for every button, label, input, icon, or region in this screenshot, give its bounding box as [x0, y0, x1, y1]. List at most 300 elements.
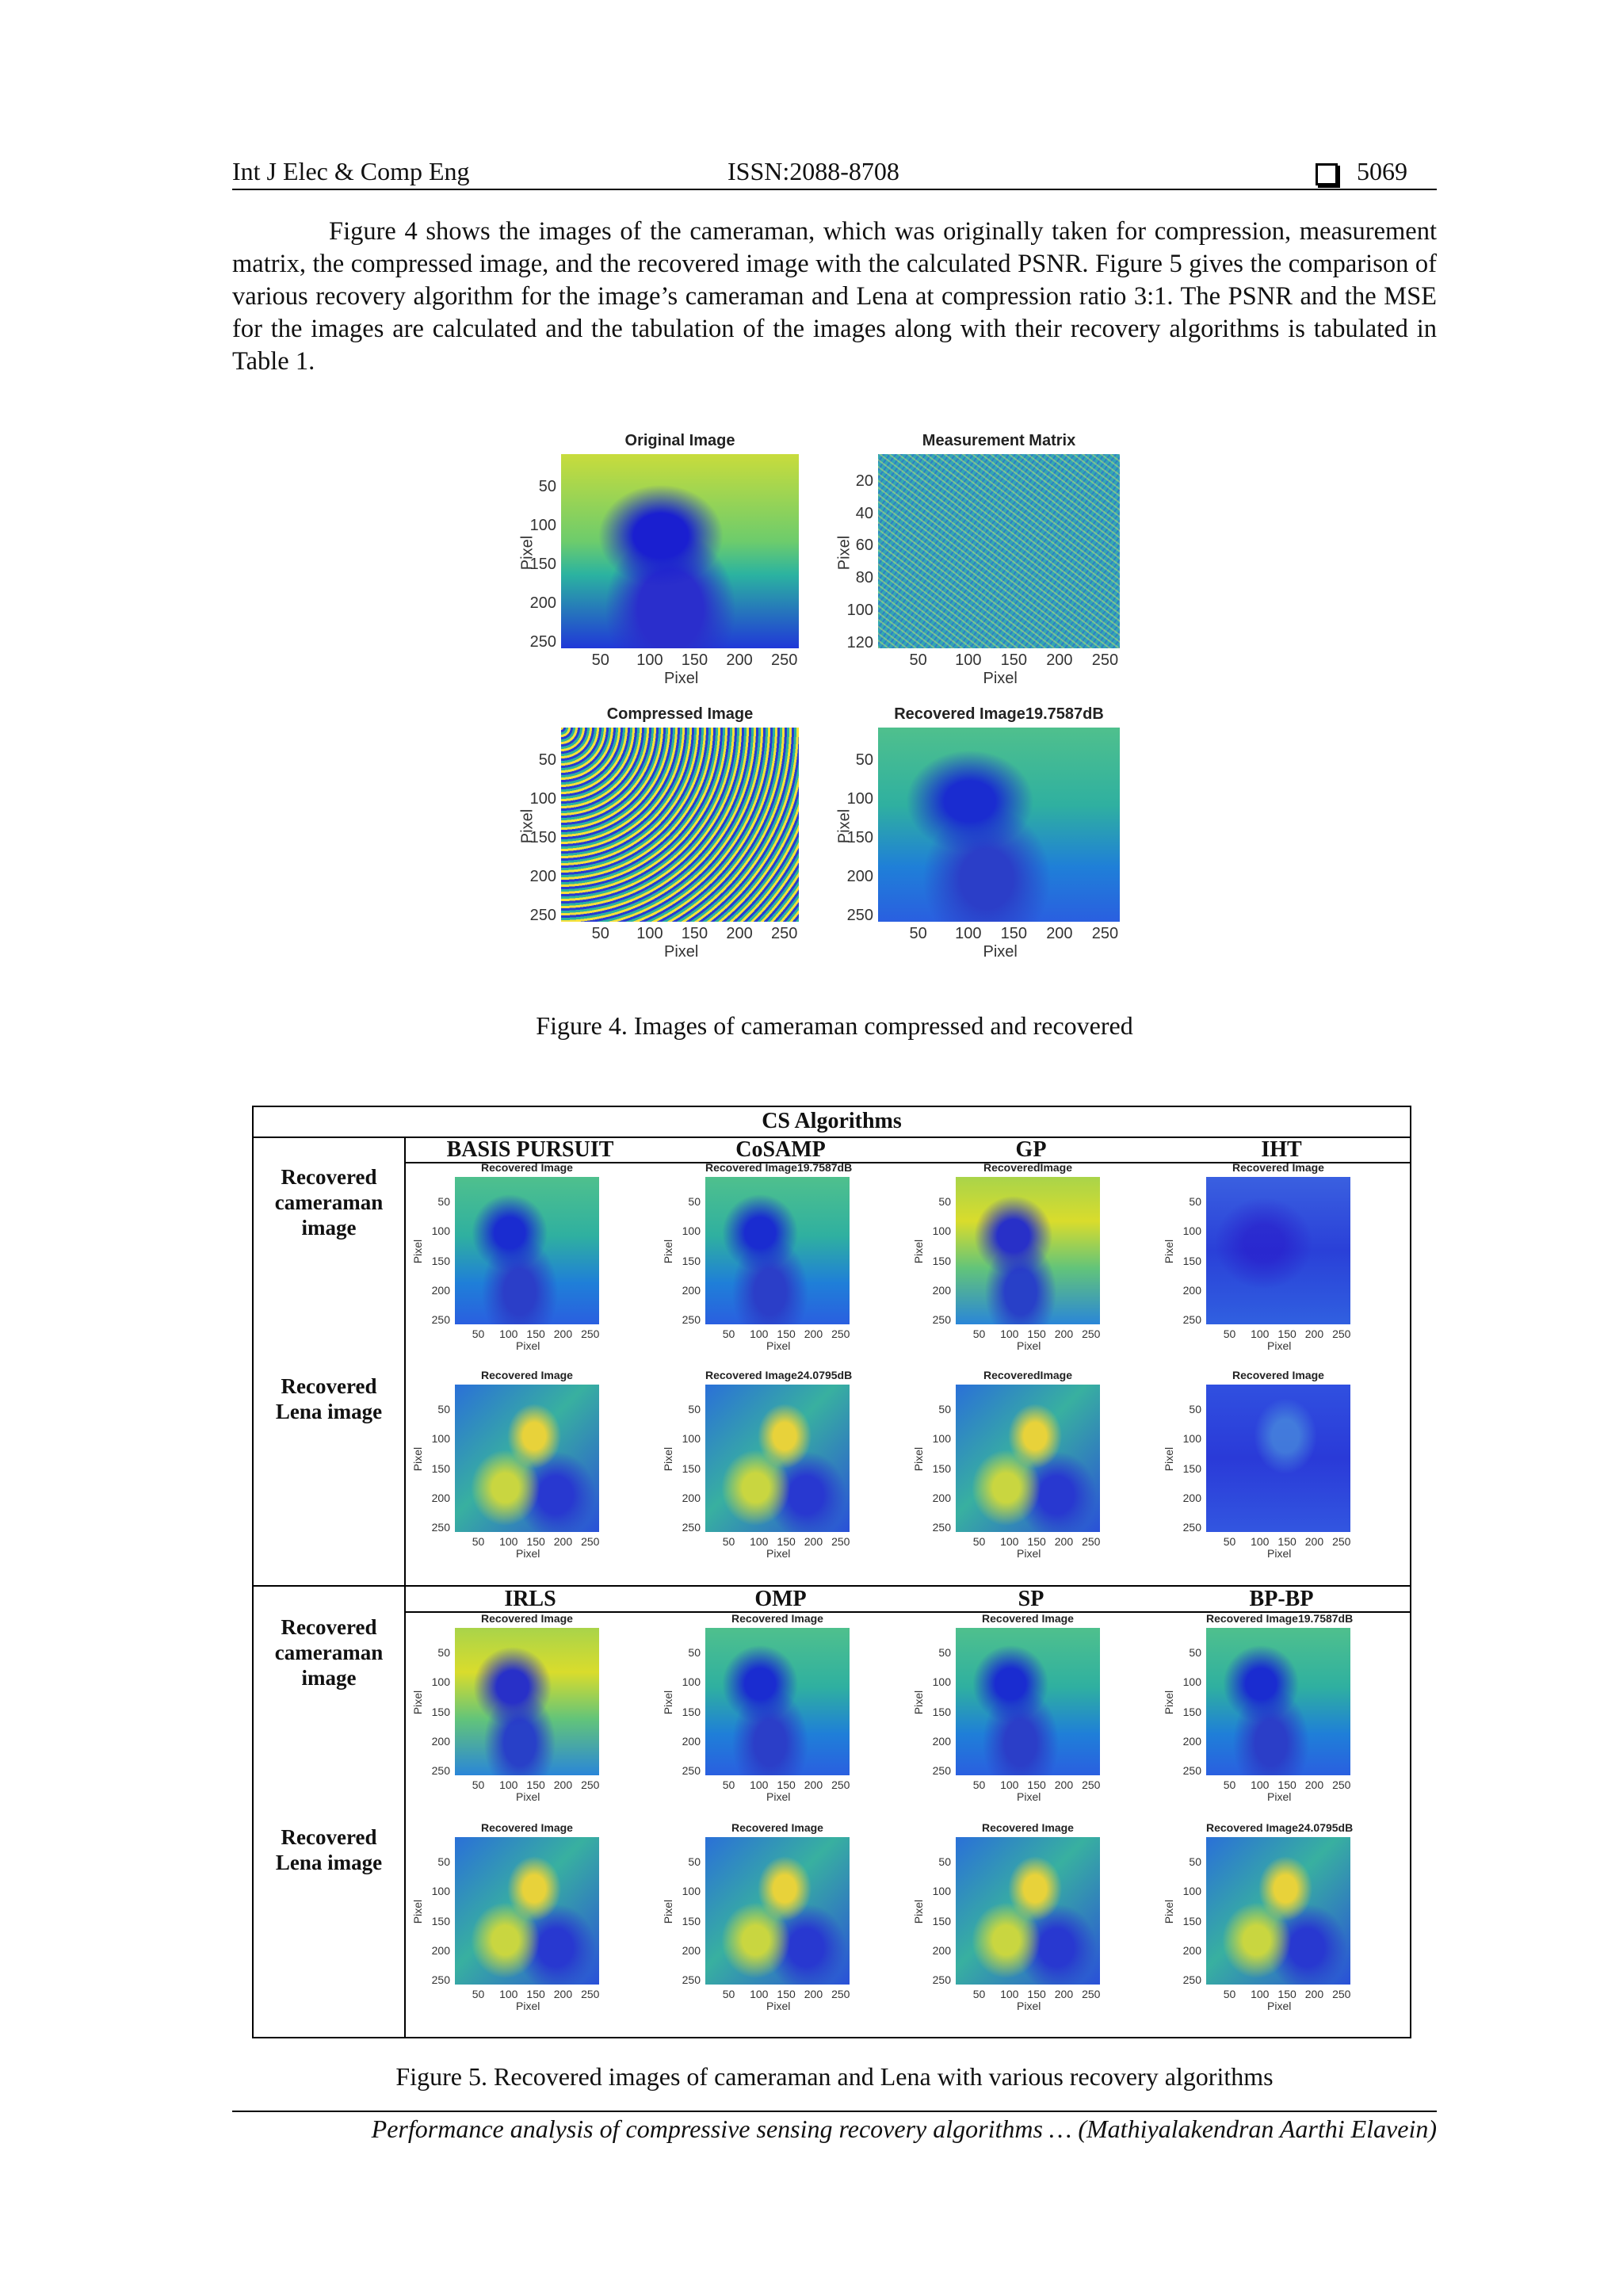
y-tick-label: 250 — [529, 906, 556, 924]
measurement-matrix-panel — [832, 432, 1145, 690]
recovered-thumbnail-panel — [659, 1369, 875, 1580]
panel-title: RecoveredImage — [983, 1161, 1073, 1174]
x-tick-label: 100 — [750, 1988, 769, 2000]
panel-image — [956, 1628, 1100, 1775]
x-axis-label: Pixel — [1267, 1339, 1292, 1352]
y-tick-label: 200 — [932, 1943, 951, 1957]
x-axis-label: Pixel — [516, 1999, 540, 2012]
row-label-line: Recovered — [281, 1825, 377, 1849]
x-tick-label: 50 — [1223, 1535, 1236, 1548]
x-tick-label: 50 — [1223, 1328, 1236, 1340]
panel-image — [705, 1385, 850, 1532]
y-tick-label: 250 — [846, 906, 873, 924]
y-axis-label: Pixel — [662, 1239, 675, 1264]
x-axis-label: Pixel — [1017, 1339, 1041, 1352]
y-tick-label: 250 — [1182, 1313, 1201, 1327]
panel-image — [1206, 1177, 1350, 1324]
algorithm-header: GP — [1015, 1137, 1047, 1162]
x-tick-label: 150 — [526, 1988, 545, 2000]
x-tick-label: 50 — [472, 1778, 485, 1791]
panel-title: Recovered Image — [731, 1612, 823, 1625]
x-tick-label: 150 — [1277, 1778, 1296, 1791]
x-tick-label: 250 — [1091, 925, 1119, 942]
running-footer: Performance analysis of compressive sensing recovery algorithms … (Mathiyalakendran Aarthi Elavein) — [371, 2115, 1437, 2143]
y-tick-label: 150 — [932, 1461, 951, 1475]
y-tick-label: 150 — [431, 1461, 450, 1475]
y-tick-label: 50 — [688, 1646, 701, 1660]
x-tick-label: 50 — [472, 1328, 485, 1340]
panel-image — [561, 728, 799, 922]
row-label-line: Recovered — [281, 1615, 377, 1639]
compressed-image-panel — [515, 705, 824, 963]
y-tick-label: 100 — [1182, 1224, 1201, 1238]
x-tick-label: 100 — [636, 925, 663, 942]
panel-title: Recovered Image24.0795dB — [1206, 1821, 1354, 1834]
recovered-thumbnail-panel — [409, 1369, 624, 1580]
x-axis-label: Pixel — [516, 1339, 540, 1352]
y-tick-label: 150 — [431, 1705, 450, 1718]
x-tick-label: 200 — [1304, 1778, 1324, 1791]
figure-5-table — [252, 1106, 1411, 2038]
panel-title: Recovered Image19.7587dB — [1206, 1612, 1354, 1625]
x-tick-label: 150 — [526, 1778, 545, 1791]
y-tick-label: 250 — [682, 1521, 701, 1534]
recovered-thumbnail-panel — [409, 1821, 624, 2032]
x-tick-label: 50 — [972, 1328, 986, 1340]
algorithm-header: IHT — [1261, 1137, 1302, 1162]
y-tick-label: 150 — [1182, 1254, 1201, 1267]
x-tick-label: 250 — [1082, 1988, 1101, 2000]
y-tick-label: 150 — [846, 828, 873, 846]
header-rule — [232, 189, 1437, 190]
x-tick-label: 250 — [831, 1535, 850, 1548]
x-axis-label: Pixel — [766, 1790, 791, 1803]
algorithm-header: BP-BP — [1249, 1587, 1314, 1611]
y-tick-label: 120 — [846, 633, 873, 651]
row-label-line: image — [301, 1216, 357, 1240]
y-axis-label: Pixel — [411, 1446, 425, 1472]
y-tick-label: 200 — [932, 1283, 951, 1297]
x-tick-label: 200 — [1304, 1988, 1324, 2000]
x-tick-label: 250 — [1082, 1328, 1101, 1340]
x-tick-label: 100 — [499, 1535, 518, 1548]
recovered-thumbnail-panel — [659, 1161, 875, 1372]
y-tick-label: 150 — [932, 1254, 951, 1267]
panel-title: Recovered Image — [1232, 1369, 1324, 1381]
x-axis-label: Pixel — [983, 943, 1018, 961]
y-tick-label: 150 — [682, 1705, 701, 1718]
y-tick-label: 200 — [529, 594, 556, 612]
recovered-thumbnail-panel — [1160, 1161, 1376, 1372]
y-tick-label: 250 — [682, 1313, 701, 1327]
x-tick-label: 250 — [831, 1778, 850, 1791]
x-tick-label: 200 — [553, 1778, 573, 1791]
x-tick-label: 100 — [1000, 1778, 1019, 1791]
recovered-thumbnail-panel — [659, 1612, 875, 1823]
algorithm-header: BASIS PURSUIT — [446, 1137, 614, 1162]
x-tick-label: 50 — [591, 925, 609, 942]
x-tick-label: 200 — [804, 1328, 823, 1340]
x-tick-label: 100 — [1251, 1328, 1270, 1340]
row-label-line: Recovered — [281, 1165, 377, 1189]
x-tick-label: 150 — [1027, 1535, 1046, 1548]
x-tick-label: 150 — [777, 1988, 796, 2000]
x-axis-label: Pixel — [1017, 1999, 1041, 2012]
x-tick-label: 200 — [553, 1328, 573, 1340]
y-tick-label: 150 — [1182, 1914, 1201, 1927]
y-tick-label: 50 — [1189, 1403, 1201, 1416]
x-tick-label: 250 — [1332, 1535, 1351, 1548]
x-tick-label: 200 — [1046, 651, 1073, 669]
panel-title: Recovered Image24.0795dB — [705, 1369, 853, 1381]
x-tick-label: 250 — [1082, 1535, 1101, 1548]
x-tick-label: 200 — [1304, 1328, 1324, 1340]
y-tick-label: 100 — [846, 602, 873, 620]
x-tick-label: 250 — [771, 925, 798, 942]
recovered-thumbnail-panel — [409, 1161, 624, 1372]
y-tick-label: 200 — [431, 1491, 450, 1504]
x-tick-label: 100 — [499, 1328, 518, 1340]
y-tick-label: 20 — [855, 472, 873, 490]
x-tick-label: 250 — [581, 1988, 600, 2000]
x-tick-label: 100 — [1251, 1535, 1270, 1548]
y-tick-label: 80 — [855, 569, 873, 587]
panel-image — [455, 1628, 599, 1775]
panel-image — [1206, 1385, 1350, 1532]
x-tick-label: 150 — [1027, 1778, 1046, 1791]
x-tick-label: 250 — [1332, 1778, 1351, 1791]
panel-title: Recovered Image — [481, 1369, 573, 1381]
y-tick-label: 200 — [1182, 1283, 1201, 1297]
y-tick-label: 200 — [431, 1943, 450, 1957]
x-tick-label: 100 — [1251, 1778, 1270, 1791]
panel-image — [956, 1385, 1100, 1532]
panel-image — [455, 1837, 599, 1985]
y-tick-label: 250 — [529, 632, 556, 651]
panel-title: Recovered Image19.7587dB — [705, 1161, 853, 1174]
y-axis-label: Pixel — [411, 1899, 425, 1924]
panel-title: Compressed Image — [606, 705, 754, 723]
x-axis-label: Pixel — [1267, 1546, 1292, 1560]
y-tick-label: 250 — [431, 1313, 450, 1327]
y-tick-label: 50 — [1189, 1195, 1201, 1209]
page-number-block — [1316, 157, 1407, 186]
x-tick-label: 150 — [777, 1778, 796, 1791]
recovered-image-panel — [832, 705, 1145, 963]
x-tick-label: 150 — [777, 1328, 796, 1340]
y-tick-label: 100 — [932, 1885, 951, 1898]
x-axis-label: Pixel — [766, 1546, 791, 1560]
square-bullet-icon — [1316, 163, 1338, 185]
y-tick-label: 250 — [1182, 1764, 1201, 1778]
y-tick-label: 50 — [938, 1195, 951, 1209]
x-tick-label: 150 — [1277, 1328, 1296, 1340]
y-tick-label: 150 — [932, 1705, 951, 1718]
y-axis-label: Pixel — [518, 808, 537, 843]
algorithm-header: SP — [1018, 1587, 1044, 1611]
x-tick-label: 250 — [1091, 651, 1119, 669]
y-tick-label: 50 — [538, 751, 556, 769]
y-axis-label: Pixel — [835, 535, 854, 570]
y-tick-label: 200 — [682, 1283, 701, 1297]
panel-image — [1206, 1628, 1350, 1775]
x-tick-label: 50 — [972, 1778, 986, 1791]
y-axis-label: Pixel — [1163, 1239, 1176, 1264]
figure-4 — [515, 432, 1149, 987]
y-tick-label: 50 — [938, 1855, 951, 1869]
y-tick-label: 50 — [437, 1646, 450, 1660]
x-tick-label: 100 — [955, 925, 982, 942]
x-tick-label: 100 — [750, 1328, 769, 1340]
y-tick-label: 250 — [431, 1764, 450, 1778]
y-tick-label: 250 — [932, 1973, 951, 1987]
x-tick-label: 200 — [1054, 1988, 1074, 2000]
x-axis-label: Pixel — [664, 670, 699, 687]
y-tick-label: 200 — [932, 1734, 951, 1748]
x-axis-label: Pixel — [766, 1999, 791, 2012]
page-number: 5069 — [1357, 157, 1407, 185]
y-tick-label: 200 — [682, 1734, 701, 1748]
y-axis-label: Pixel — [912, 1239, 926, 1264]
x-tick-label: 250 — [831, 1988, 850, 2000]
y-tick-label: 50 — [938, 1646, 951, 1660]
row-label-line: Lena image — [275, 1851, 383, 1874]
x-axis-label: Pixel — [516, 1790, 540, 1803]
body-paragraph: Figure 4 shows the images of the cameraman, which was originally taken for compression, measurement matrix, the compressed image, and the recovered image with the calculated PSNR. Figure 5 gives the comparison of various recovery algorithm for the image’s cameraman and Lena at compression ratio 3:1. The PSNR and the MSE for the images are calculated and the tabulation of the images along with their recovery algorithms is tabulated in Table 1. — [232, 217, 1437, 376]
y-tick-label: 50 — [1189, 1855, 1201, 1869]
y-tick-label: 250 — [682, 1764, 701, 1778]
y-tick-label: 150 — [682, 1461, 701, 1475]
y-axis-label: Pixel — [1163, 1899, 1176, 1924]
x-tick-label: 150 — [1027, 1988, 1046, 2000]
x-tick-label: 100 — [1251, 1988, 1270, 2000]
x-tick-label: 200 — [804, 1535, 823, 1548]
y-tick-label: 50 — [538, 477, 556, 495]
row-label-line: cameraman — [274, 1190, 384, 1214]
y-axis-label: Pixel — [662, 1899, 675, 1924]
y-tick-label: 50 — [437, 1403, 450, 1416]
y-tick-label: 150 — [431, 1914, 450, 1927]
recovered-thumbnail-panel — [910, 1821, 1125, 2032]
x-tick-label: 100 — [1000, 1535, 1019, 1548]
y-tick-label: 200 — [682, 1943, 701, 1957]
y-tick-label: 100 — [682, 1224, 701, 1238]
y-tick-label: 50 — [938, 1403, 951, 1416]
x-axis-label: Pixel — [983, 670, 1018, 687]
y-tick-label: 250 — [932, 1521, 951, 1534]
x-axis-label: Pixel — [1267, 1790, 1292, 1803]
x-tick-label: 150 — [526, 1535, 545, 1548]
recovered-thumbnail-panel — [1160, 1612, 1376, 1823]
x-tick-label: 100 — [1000, 1328, 1019, 1340]
x-tick-label: 100 — [1000, 1988, 1019, 2000]
y-tick-label: 100 — [932, 1675, 951, 1689]
recovered-thumbnail-panel — [910, 1369, 1125, 1580]
x-tick-label: 100 — [750, 1535, 769, 1548]
x-tick-label: 200 — [553, 1535, 573, 1548]
y-tick-label: 100 — [682, 1675, 701, 1689]
y-tick-label: 50 — [688, 1403, 701, 1416]
y-tick-label: 100 — [1182, 1675, 1201, 1689]
issn: ISSN:2088-8708 — [727, 157, 899, 185]
y-tick-label: 100 — [529, 789, 556, 808]
x-tick-label: 50 — [972, 1988, 986, 2000]
x-tick-label: 100 — [499, 1988, 518, 2000]
x-tick-label: 100 — [955, 651, 982, 669]
row-label — [254, 1164, 404, 1240]
recovered-thumbnail-panel — [409, 1612, 624, 1823]
y-axis-label: Pixel — [411, 1690, 425, 1715]
algorithm-header: IRLS — [504, 1587, 556, 1611]
x-tick-label: 50 — [1223, 1988, 1236, 2000]
panel-title: Original Image — [624, 432, 735, 449]
x-tick-label: 200 — [1304, 1535, 1324, 1548]
y-tick-label: 100 — [431, 1432, 450, 1446]
y-tick-label: 100 — [1182, 1432, 1201, 1446]
y-axis-label: Pixel — [1163, 1690, 1176, 1715]
y-tick-label: 100 — [1182, 1885, 1201, 1898]
panel-image — [956, 1837, 1100, 1985]
row-label — [254, 1614, 404, 1690]
y-tick-label: 50 — [1189, 1646, 1201, 1660]
figure-5-caption: Figure 5. Recovered images of cameraman and Lena with various recovery algorithms — [395, 2062, 1274, 2091]
x-tick-label: 250 — [581, 1535, 600, 1548]
x-tick-label: 150 — [1000, 651, 1028, 669]
y-tick-label: 200 — [529, 867, 556, 885]
panel-title: Recovered Image — [481, 1161, 573, 1174]
panel-title: Recovered Image — [481, 1612, 573, 1625]
y-tick-label: 200 — [1182, 1943, 1201, 1957]
y-tick-label: 60 — [855, 537, 873, 555]
panel-title: Recovered Image19.7587dB — [894, 705, 1104, 723]
y-tick-label: 150 — [1182, 1461, 1201, 1475]
y-tick-label: 150 — [529, 555, 556, 573]
x-tick-label: 250 — [1332, 1988, 1351, 2000]
x-tick-label: 250 — [581, 1778, 600, 1791]
row-label-line: Lena image — [275, 1400, 383, 1423]
y-tick-label: 50 — [437, 1855, 450, 1869]
x-axis-label: Pixel — [1017, 1546, 1041, 1560]
panel-image — [705, 1628, 850, 1775]
y-tick-label: 100 — [932, 1224, 951, 1238]
y-tick-label: 200 — [932, 1491, 951, 1504]
y-tick-label: 200 — [846, 867, 873, 885]
x-tick-label: 150 — [1277, 1988, 1296, 2000]
x-axis-label: Pixel — [766, 1339, 791, 1352]
original-image-panel — [515, 432, 824, 690]
x-tick-label: 50 — [722, 1988, 735, 2000]
x-tick-label: 200 — [1054, 1328, 1074, 1340]
y-tick-label: 100 — [932, 1432, 951, 1446]
y-tick-label: 150 — [682, 1914, 701, 1927]
x-tick-label: 200 — [1054, 1778, 1074, 1791]
x-tick-label: 50 — [722, 1778, 735, 1791]
y-tick-label: 200 — [1182, 1734, 1201, 1748]
x-tick-label: 100 — [750, 1778, 769, 1791]
panel-image — [455, 1177, 599, 1324]
x-tick-label: 150 — [526, 1328, 545, 1340]
x-tick-label: 50 — [972, 1535, 986, 1548]
y-tick-label: 200 — [1182, 1491, 1201, 1504]
panel-title: Recovered Image — [982, 1612, 1074, 1625]
y-tick-label: 200 — [431, 1734, 450, 1748]
x-tick-label: 150 — [681, 925, 708, 942]
y-tick-label: 150 — [682, 1254, 701, 1267]
panel-image — [956, 1177, 1100, 1324]
y-axis-label: Pixel — [912, 1690, 926, 1715]
journal-name: Int J Elec & Comp Eng — [232, 157, 470, 185]
y-tick-label: 150 — [529, 828, 556, 846]
x-tick-label: 250 — [1082, 1778, 1101, 1791]
panel-image — [1206, 1837, 1350, 1985]
y-tick-label: 250 — [932, 1313, 951, 1327]
x-tick-label: 50 — [1223, 1778, 1236, 1791]
recovered-thumbnail-panel — [1160, 1821, 1376, 2032]
y-tick-label: 200 — [431, 1283, 450, 1297]
y-tick-label: 100 — [529, 516, 556, 534]
x-tick-label: 200 — [1046, 925, 1073, 942]
y-axis-label: Pixel — [411, 1239, 425, 1264]
x-tick-label: 200 — [726, 651, 753, 669]
recovered-thumbnail-panel — [659, 1821, 875, 2032]
y-tick-label: 150 — [932, 1914, 951, 1927]
x-tick-label: 150 — [1277, 1535, 1296, 1548]
x-tick-label: 150 — [1027, 1328, 1046, 1340]
panel-title: Recovered Image — [731, 1821, 823, 1834]
x-tick-label: 100 — [499, 1778, 518, 1791]
panel-image — [705, 1837, 850, 1985]
y-tick-label: 50 — [688, 1855, 701, 1869]
y-tick-label: 50 — [855, 751, 873, 769]
panel-image — [878, 728, 1120, 922]
x-tick-label: 50 — [909, 925, 927, 942]
panel-title: Recovered Image — [1232, 1161, 1324, 1174]
y-axis-label: Pixel — [1163, 1446, 1176, 1472]
y-tick-label: 250 — [1182, 1973, 1201, 1987]
y-tick-label: 50 — [437, 1195, 450, 1209]
row-label-line: Recovered — [281, 1374, 377, 1398]
figure-4-caption: Figure 4. Images of cameraman compressed and recovered — [536, 1011, 1133, 1040]
y-tick-label: 250 — [431, 1521, 450, 1534]
x-tick-label: 250 — [1332, 1328, 1351, 1340]
panel-title: RecoveredImage — [983, 1369, 1073, 1381]
y-tick-label: 150 — [431, 1254, 450, 1267]
recovered-thumbnail-panel — [1160, 1369, 1376, 1580]
panel-title: Recovered Image — [481, 1821, 573, 1834]
x-tick-label: 200 — [726, 925, 753, 942]
table-title: CS Algorithms — [762, 1109, 902, 1133]
algorithm-header: CoSAMP — [735, 1137, 826, 1162]
panel-title: Recovered Image — [982, 1821, 1074, 1834]
x-tick-label: 200 — [804, 1988, 823, 2000]
y-tick-label: 100 — [431, 1675, 450, 1689]
row-label — [254, 1373, 404, 1424]
x-tick-label: 150 — [777, 1535, 796, 1548]
y-tick-label: 250 — [1182, 1521, 1201, 1534]
recovered-thumbnail-panel — [910, 1161, 1125, 1372]
x-tick-label: 50 — [472, 1535, 485, 1548]
y-tick-label: 100 — [682, 1432, 701, 1446]
x-tick-label: 50 — [722, 1328, 735, 1340]
x-tick-label: 250 — [771, 651, 798, 669]
x-tick-label: 200 — [553, 1988, 573, 2000]
y-tick-label: 250 — [431, 1973, 450, 1987]
y-tick-label: 200 — [682, 1491, 701, 1504]
x-tick-label: 250 — [831, 1328, 850, 1340]
y-tick-label: 100 — [682, 1885, 701, 1898]
footer-rule — [232, 2111, 1437, 2112]
panel-title: Measurement Matrix — [922, 432, 1076, 449]
